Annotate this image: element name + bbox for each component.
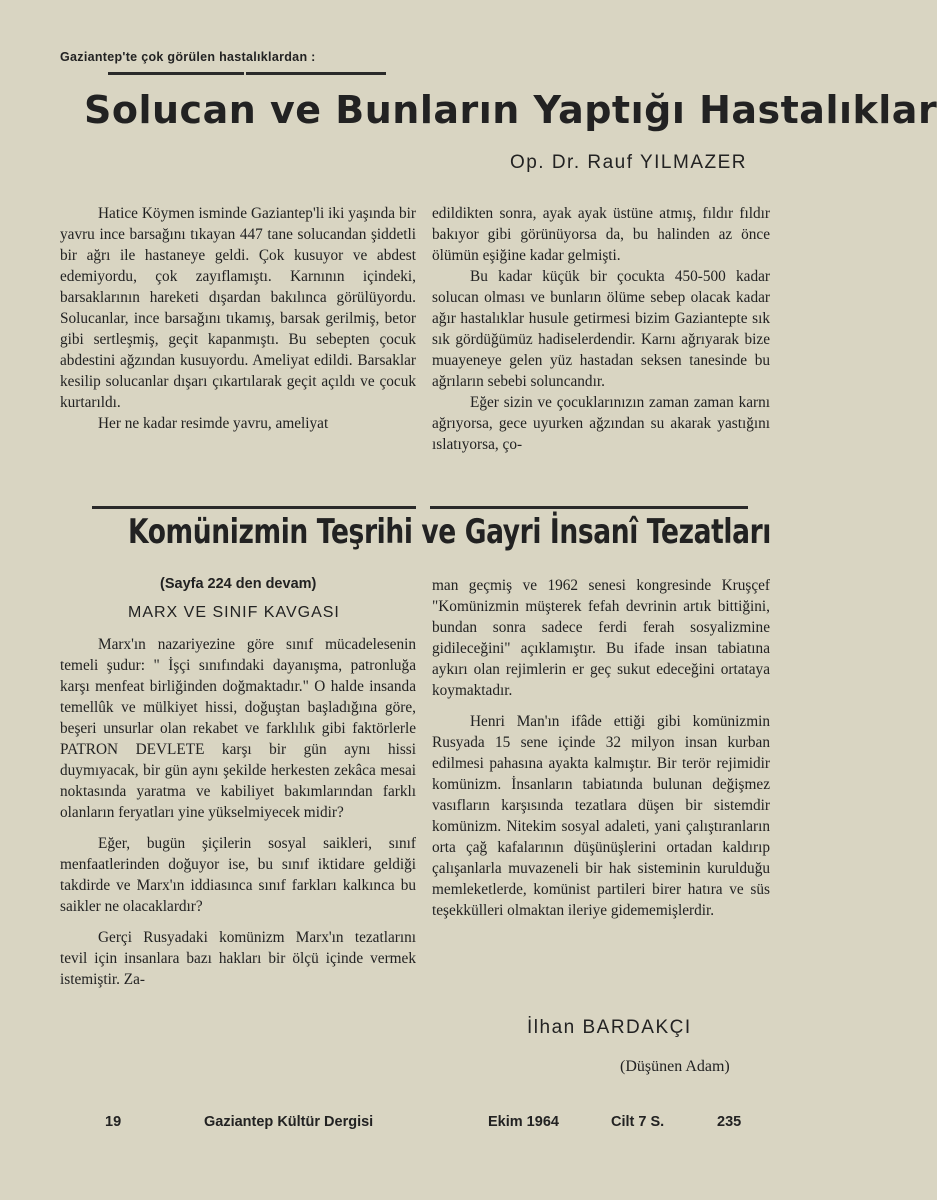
paragraph: Bu kadar küçük bir çocukta 450-500 kadar solucan olması ve bunların ölüme sebep olacak kadar ağır hastalıklar husule getirmesi bizim Gaziantepte sık sık gördüğümüz hadiselerdendir. Karnı ağrıyarak bize muayeneye gelen yüz hastadan seksen tanesinde bu ağrıların sebebi soluncandır. <box>432 268 770 390</box>
article2-author: İlhan BARDAKÇI <box>527 1017 692 1038</box>
paragraph: Hatice Köymen isminde Gaziantep'li iki yaşında bir yavru ince barsağını tıkayan 447 tane solucandan şiddetli bir ağrı ile hastaneye geldi. Çok kusuyor ve abdest edemiyordu, çok zayıflamıştı. Karnının içindeki, barsaklarının hareketi dışardan bakılınca görülüyordu. Solucanlar, ince barsağını tıkamış, barsak gerilmiş, betor gibi sertleşmiş, geçit kapanmıştı. Bu sebepten çocuk abdestini ağzından kusuyordu. Ameliyat edildi. Barsaklar kesilip solucanlar dışarı çıkartılarak geçit açıldı ve çocuk kurtarıldı. <box>60 205 416 411</box>
issue-date: Ekim 1964 <box>488 1114 559 1130</box>
paragraph: edildikten sonra, ayak ayak üstüne atmış, fıldır fıldır bakıyor gibi görünüyorsa da, bu halinden az önce ölümün eşiğine kadar gelmişti. <box>432 205 770 264</box>
page-number: 19 <box>105 1114 122 1130</box>
article1-right-column <box>432 203 770 455</box>
article-kicker: Gaziantep'te çok görülen hastalıklardan : <box>60 50 316 64</box>
kicker-rule <box>246 72 386 75</box>
paragraph: Henri Man'ın ifâde ettiği gibi komünizmin Rusyada 15 sene içinde 32 milyon insan kurban edilmesi pahasına ayakta kalmıştır. Bir terör rejimidir komünizm. İnsanların tabiatında bulunan değişmez vasıfların karşısında tezatlara düşen bir sistemdir komünizm. Nitekim sosyal adaleti, yani çalıştıranların orta çağ kafalarının düşünüşlerini ortadan kaldırıp çalışanlarla muvazeneli bir hak sisteminin kurulduğu memleketlerde, komünist partileri birer hatıra ve süs teşekkülleri olmaktan ileriye gidememişlerdir. <box>432 713 770 919</box>
kicker-rule <box>108 72 244 75</box>
magazine-name: Gaziantep Kültür Dergisi <box>204 1114 374 1130</box>
article2-source: (Düşünen Adam) <box>620 1058 730 1075</box>
issue-number: 235 <box>717 1114 742 1130</box>
section-divider <box>430 506 748 509</box>
continuation-note: (Sayfa 224 den devam) <box>160 576 317 592</box>
paragraph: Marx'ın nazariyezine göre sınıf mücadelesenin temeli şudur: " İşçi sınıfındaki dayanışma, patronluğa karşı menfeat birliğinden doğmaktadır." O halde insanda temellûk ve mülkiyet hissi, doğuştan başladığına göre, beşeri unsurlar olan rekabet ve farklılık gibi faktörlerle PATRON DEVLETE karşı bir gün aynı hissi duymıyacak, bir gün aynı şekilde herkesten zekâca mesai noktasında yaratma ve kabiliyet bakımlarından farklı olanların feryatları yine yükselmiyecek midir? <box>60 636 416 821</box>
article-title: Solucan ve Bunların Yaptığı Hastalıklar <box>84 88 937 132</box>
paragraph: man geçmiş ve 1962 senesi kongresinde Kruşçef "Komünizmin müşterek fefah devrinin artık bittiğini, bundan sonra sadece ferdi ferah sosyalizmine gidileceğini" açıklamıştır. Bu ifade insan tabiatına aykırı olan rejimlerin er geç sukut edeceğini ortataya koymaktadır. <box>432 577 770 699</box>
paragraph: Eğer sizin ve çocuklarınızın zaman zaman karnı ağrıyorsa, gece uyurken ağzından su akarak yastığını ıslatıyorsa, ço- <box>432 394 770 453</box>
paragraph: Eğer, bugün şiçilerin sosyal saikleri, sınıf menfaatlerinden doğuyor ise, bu sınıf iktidare geldiği takdirde ve Marx'ın iddiasınca sınıf farkları kalkınca bu saikler ne olacaklardır? <box>60 835 416 915</box>
paragraph: Gerçi Rusyadaki komünizm Marx'ın tezatlarını tevil için insanlara bazı hakları bir ölçü içinde vermek istemiştir. Za- <box>60 929 416 988</box>
article2-right-column <box>432 575 770 921</box>
article-author: Op. Dr. Rauf YILMAZER <box>509 152 747 173</box>
article1-left-column <box>60 203 416 434</box>
paragraph: Her ne kadar resimde yavru, ameliyat <box>98 415 329 432</box>
issue-volume: Cilt 7 S. <box>611 1114 665 1130</box>
section-subheading: MARX VE SINIF KAVGASI <box>128 604 340 621</box>
section-divider <box>92 506 416 509</box>
article2-title: Komünizmin Teşrihi ve Gayri İnsanî Tezatları <box>128 512 772 552</box>
article2-left-column <box>60 634 416 990</box>
